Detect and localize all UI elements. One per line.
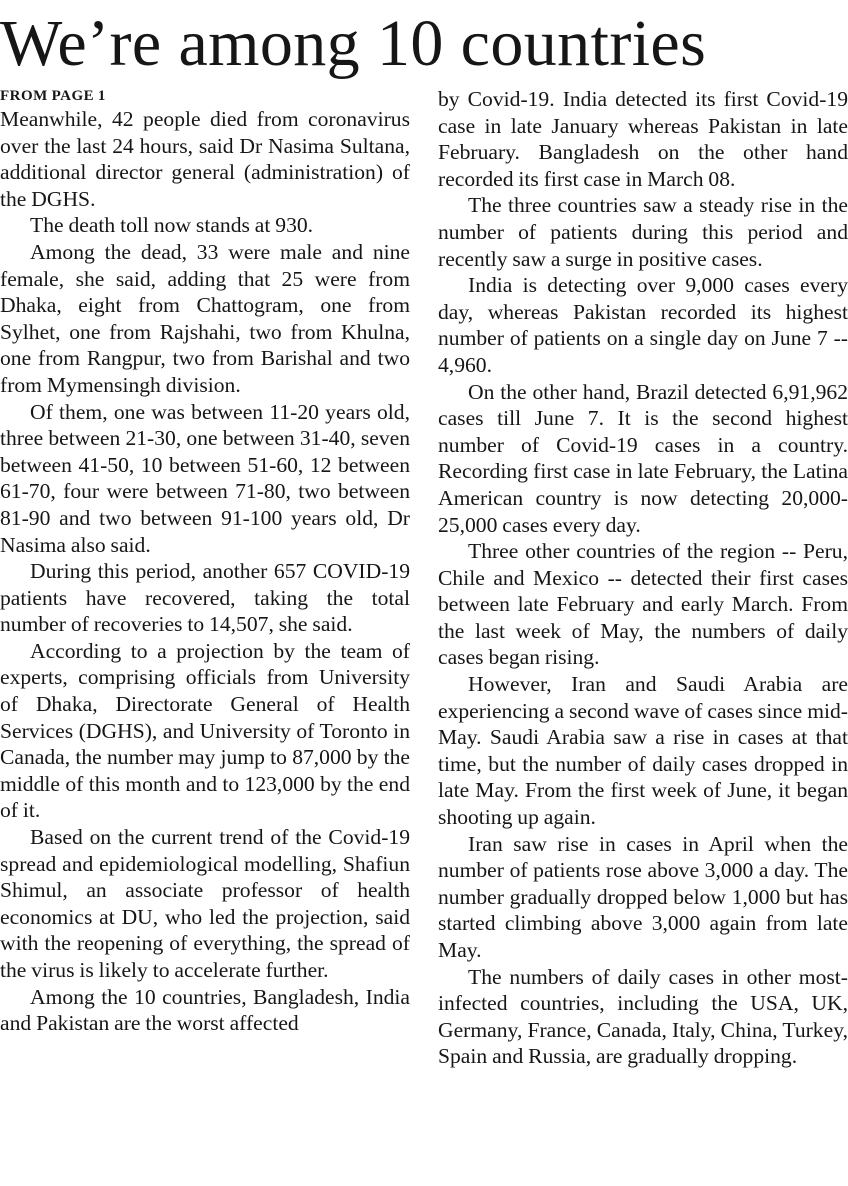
headline: We’re among 10 countries [0,7,707,80]
paragraph: Of them, one was between 11-20 years old, three between 21-30, one between 31-40, seven between 41-50, 10 between 51-60, 12 between 61-70, four were between 71-80, two between 81-90 and two between 91-100 years old, Dr Nasima also said. [0,399,410,557]
paragraph: On the other hand, Brazil detected 6,91,962 cases till June 7. It is the second highest number of Covid-19 cases in a country. Recording first case in late February, the Latina American country is now detecting 20,000-25,000 cases every day. [438,379,848,537]
paragraph: According to a projection by the team of experts, comprising officials from University of Dhaka, Directorate General of Health Services (DGHS), and University of Toronto in Canada, the number may jump to 87,000 by the middle of this month and to 123,000 by the end of it. [0,638,410,823]
paragraph: India is detecting over 9,000 cases every day, whereas Pakistan recorded its highest number of patients on a single day on June 7 -- 4,960. [438,273,848,377]
paragraph: The death toll now stands at 930. [30,213,314,238]
paragraph: Among the 10 countries, Bangladesh, India and Pakistan are the worst affected [0,984,410,1036]
paragraph: However, Iran and Saudi Arabia are experiencing a second wave of cases since mid-May. Saudi Arabia saw a rise in cases at that time, but the number of daily cases dropped in late May. From the first week of June, it began shooting up again. [438,672,848,830]
paragraph: Among the dead, 33 were male and nine female, she said, adding that 25 were from Dhaka, eight from Chattogram, one from Sylhet, one from Rajshahi, two from Khulna, one from Rangpur, two from Barishal and two from Mymensingh division. [0,239,410,397]
paragraph: Based on the current trend of the Covid-19 spread and epidemiological modelling, Shafiun Shimul, an associate professor of health economics at DU, who led the projection, said with the reopening of everything, the spread of the virus is likely to accelerate further. [0,825,410,982]
paragraph: Three other countries of the region -- Peru, Chile and Mexico -- detected their first cases between late February and early March. From the last week of May, the numbers of daily cases began rising. [438,539,848,670]
paragraph: The three countries saw a steady rise in the number of patients during this period and recently saw a surge in positive cases. [438,193,848,271]
paragraph: by Covid-19. India detected its first Covid-19 case in late January whereas Pakistan in late February. Bangladesh on the other hand recorded its first case in March 08. [438,87,848,191]
paragraph: The numbers of daily cases in other most-infected countries, including the USA, UK, Germany, France, Canada, Italy, China, Turkey, Spain and Russia, are gradually dropping. [438,964,848,1069]
paragraph: During this period, another 657 COVID-19 patients have recovered, taking the total number of recoveries to 14,507, she said. [0,559,410,637]
article-column-left [0,86,410,1037]
jump-line: FROM PAGE 1 [0,88,106,104]
paragraph: Meanwhile, 42 people died from coronavirus over the last 24 hours, said Dr Nasima Sultana, additional director general (administration) of the DGHS. [0,107,410,211]
article-column-right [438,86,848,1070]
paragraph: Iran saw rise in cases in April when the number of patients rose above 3,000 a day. The number gradually dropped below 1,000 but has started climbing above 3,000 again from late May. [438,831,848,962]
